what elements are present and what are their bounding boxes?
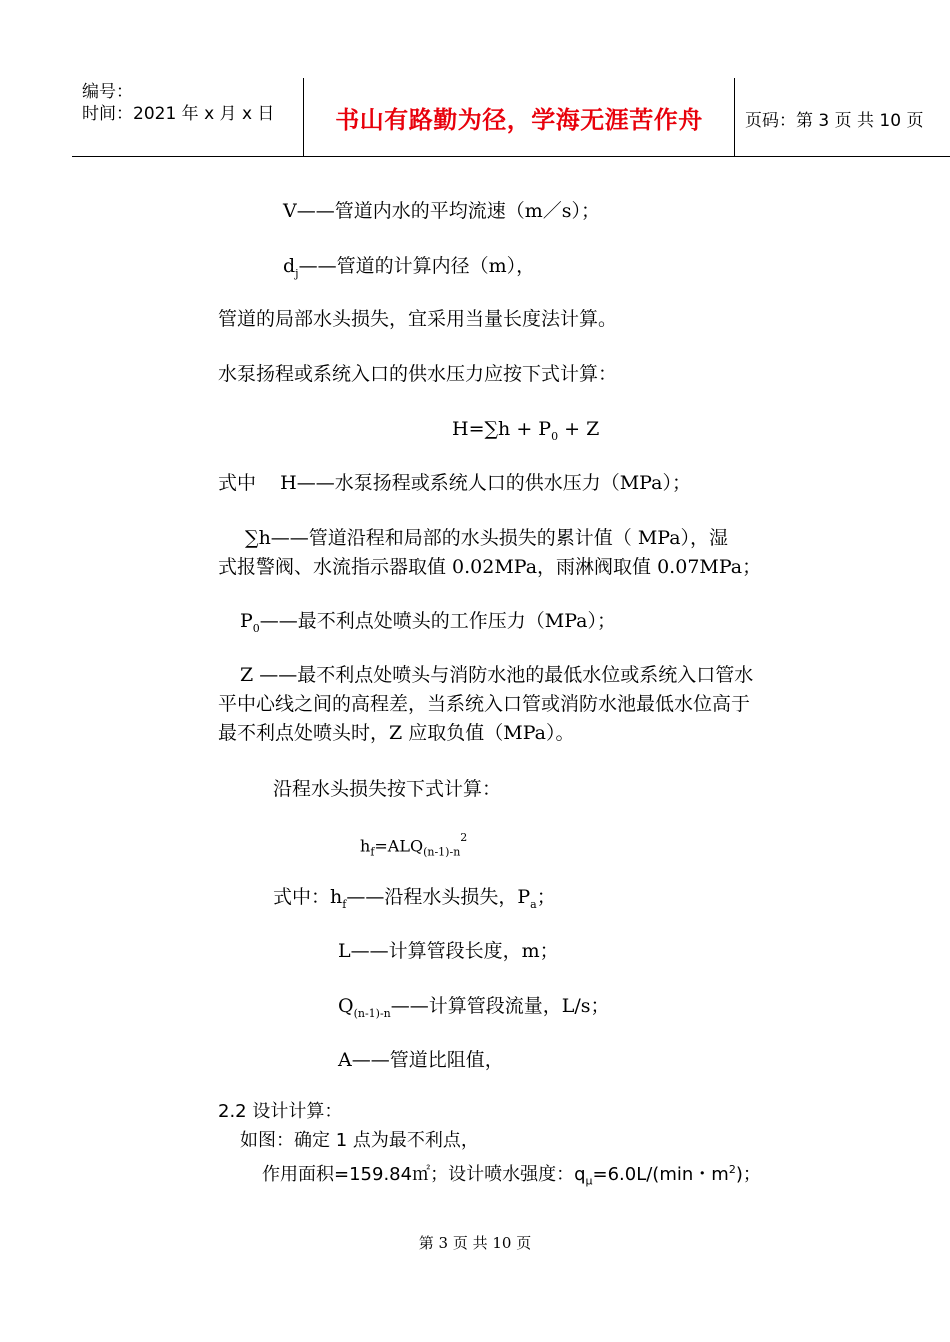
text-run: =ALQ [374,836,424,856]
text-run: H=∑h + P [452,418,552,440]
text-run: =6.0L/(min・m [592,1164,729,1185]
text-line: 如图：确定 1 点为最不利点， [240,1130,479,1151]
subscript: f [370,845,375,859]
text-line [273,884,556,918]
header-meta [82,81,274,125]
text-line [283,253,535,287]
text-line: 平中心线之间的高程差，当系统入口管或消防水池最低水位高于 [218,693,751,715]
text-run: + Z [558,418,600,440]
text-line: 式中 H——水泵扬程或系统人口的供水压力（MPa）； [218,472,691,494]
text-run: ——管道的计算内径（m）， [298,255,536,277]
doc-number-label: 编号： [82,82,133,102]
section-heading: 2.2 设计计算： [218,1101,343,1122]
header-slogan: 书山有路勤为径，学海无涯苦作舟 [335,106,703,134]
subscript: j [295,266,299,280]
header-divider [734,78,735,156]
text-line: Z ——最不利点处喷头与消防水池的最低水位或系统入口管水 [240,664,754,686]
text-line: 水泵扬程或系统入口的供水压力应按下式计算： [218,363,618,385]
text-run: ——最不利点处喷头的工作压力（MPa）； [259,610,617,632]
text-line: A——管道比阻值， [338,1049,504,1071]
subscript: (n-1)-n [353,1006,391,1020]
formula [452,416,599,450]
page-footer: 第 3 页 共 10 页 [418,1234,532,1252]
subscript: a [530,897,537,911]
doc-time-label: 时间：2021 年 x 月 x 日 [82,104,275,124]
text-run: h [360,836,371,856]
text-run: ——沿程水头损失，P [346,886,531,908]
page-header [72,78,950,157]
superscript: 2 [460,831,468,844]
subscript: 0 [551,429,559,443]
header-page-info: 页码：第 3 页 共 10 页 [745,111,924,131]
formula [360,829,467,866]
text-line: 式报警阀、水流指示器取值 0.02MPa，雨淋阀取值 0.07MPa； [218,556,762,578]
subscript: 0 [252,621,260,635]
superscript: 2 [728,1163,736,1176]
text-line: L——计算管段长度，m； [338,940,559,962]
text-line [240,608,616,642]
text-line: ∑h——管道沿程和局部的水头损失的累计值（ MPa），湿 [245,527,729,549]
text-run: 作用面积=159.84㎡；设计喷水强度：q [262,1164,586,1185]
text-run: ——计算管段流量，L/s； [390,995,610,1017]
text-run: )； [735,1164,761,1185]
subscript: μ [585,1174,593,1188]
subscript: f [342,897,347,911]
text-line [262,1157,761,1195]
subscript: (n-1)-n [423,845,461,859]
text-line: 最不利点处喷头时，Z 应取负值（MPa）。 [218,722,575,744]
text-line: V——管道内水的平均流速（m／s）； [283,200,600,222]
text-run: Q [338,995,354,1017]
text-line [338,993,610,1027]
text-run: 式中：h [273,886,343,908]
text-line: 管道的局部水头损失，宜采用当量长度法计算。 [218,308,618,330]
text-run: ； [536,886,556,908]
text-run: d [283,255,296,277]
text-line: 沿程水头损失按下式计算： [273,778,502,800]
text-run: P [240,610,253,632]
